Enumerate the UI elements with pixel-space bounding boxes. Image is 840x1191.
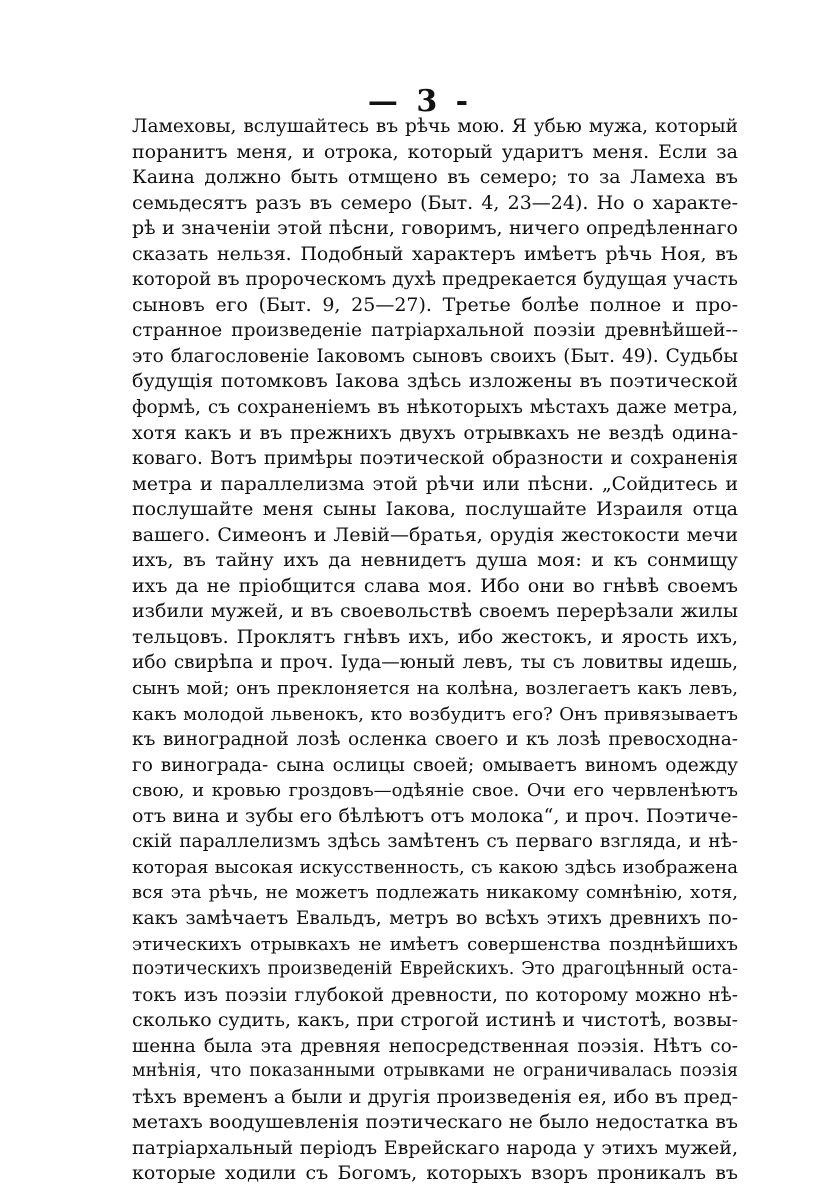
text-line: метахъ воодушевленія поэтическаго не было недостатка въ (132, 1111, 738, 1134)
text-line: отъ вина и зубы его бѣлѣютъ отъ молока“, и проч. Поэтиче- (132, 804, 738, 827)
text-line: сыновъ его (Быт. 9, 25—27). Третье болѣе полное и про- (132, 293, 738, 316)
text-line: странное произведеніе патріархальной поэзіи древнѣйшей-- (132, 320, 738, 342)
text-line: хотя какъ и въ прежнихъ двухъ отрывкахъ не вездѣ одина- (132, 421, 738, 444)
text-line: формѣ, съ сохраненіемъ въ нѣкоторыхъ мѣстахъ даже метра, (132, 397, 738, 419)
text-line: патріархальный періодъ Еврейскаго народа у этихъ мужей, (132, 1136, 738, 1159)
text-line: шенна была эта древняя непосредственная поэзія. Нѣтъ со- (132, 1035, 738, 1057)
text-line: свою, и кровью гроздовъ—одѣяніе свое. Очи его червленѣютъ (132, 780, 738, 802)
text-line: вся эта рѣчь, не можетъ подлежать никакому сомнѣнію, хотя, (132, 882, 738, 904)
text-line: ихъ да не пріобщится слава моя. Ибо они во гнѣвѣ своемъ (132, 574, 738, 597)
text-line: тельцовъ. Проклятъ гнѣвъ ихъ, ибо жестокъ, и ярость ихъ, (132, 625, 738, 648)
text-line: мнѣнія, что показанными отрывками не ограничивалась поэзія (132, 1061, 738, 1082)
text-line: будущія потомковъ Іакова здѣсь изложены въ поэтической (132, 370, 738, 393)
text-line: тѣхъ временъ а были и другія произведенія ея, ибо въ пред- (132, 1085, 738, 1108)
text-line: метра и параллелизма этой рѣчи или пѣсни. „Сойдитесь и (132, 472, 738, 495)
text-line: коваго. Вотъ примѣры поэтической образности и сохраненія (132, 448, 738, 470)
text-line: токъ изъ поэзіи глубокой древности, по которому можно нѣ- (132, 984, 738, 1006)
text-line: Ламеховы, вслушайтесь въ рѣчь мою. Я убью мужа, который (132, 116, 738, 137)
body-text (132, 114, 738, 1187)
text-line: какъ молодой львенокъ, кто возбудитъ его? Онъ привязываетъ (132, 703, 738, 725)
text-line: послушайте меня сыны Іакова, послушайте Израиля отца (132, 498, 738, 521)
text-line: ибо свирѣпа и проч. Іуда—юный левъ, ты съ ловитвы идешь, (132, 652, 738, 674)
text-line: поранитъ меня, и отрока, который ударитъ меня. Если за (132, 140, 738, 163)
text-line: этическихъ отрывкахъ не имѣетъ совершенства позднѣйшихъ (132, 933, 738, 955)
text-line: сколько судить, какъ, при строгой истинѣ и чистотѣ, возвы- (132, 1009, 738, 1032)
text-line: избили мужей, и въ своевольствѣ своемъ перерѣзали жилы (132, 600, 738, 623)
text-line: семьдесятъ разъ въ семеро (Быт. 4, 23—24). Но о характе- (132, 191, 738, 214)
text-line: сказать нельзя. Подобный характеръ имѣетъ рѣчь Ноя, въ (132, 242, 738, 265)
text-line: рѣ и значеніи этой пѣсни, говоримъ, ничего опредѣленнаго (132, 217, 738, 240)
text-line: Каина должно быть отмщено въ семеро; то за Ламеха въ (132, 166, 738, 189)
text-line: вашего. Симеонъ и Левій—братья, орудія жестокости мечи (132, 523, 738, 546)
text-line: которая высокая искусственность, съ какою здѣсь изображена (132, 856, 738, 878)
text-line: го винограда- сына ослицы своей; омываетъ виномъ одежду (132, 754, 738, 776)
text-line: сынъ мой; онъ преклоняется на колѣна, возлегаетъ какъ левъ, (132, 678, 738, 700)
text-line: какъ замѣчаетъ Евальдъ, метръ во всѣхъ этихъ древнихъ по- (132, 907, 738, 929)
text-line: это благословеніе Іаковомъ сыновъ своихъ (Быт. 49). Судьбы (132, 345, 738, 367)
text-line: скій параллелизмъ здѣсь замѣтенъ съ перваго взгляда, и нѣ- (132, 831, 738, 853)
text-line: ихъ, въ тайну ихъ да невнидетъ душа моя: и къ сонмищу (132, 549, 738, 572)
text-line: которые ходили съ Богомъ, которыхъ взоръ проникалъ въ (132, 1162, 738, 1185)
page-number: — 3 - (367, 84, 473, 119)
text-line: къ виноградной лозѣ осленка своего и къ лозѣ превосходна- (132, 729, 738, 751)
text-line: поэтическихъ произведеній Еврейскихъ. Это драгоцѣнный оста- (132, 959, 738, 980)
text-line: которой въ пророческомъ духѣ предрекается будущая участь (132, 269, 738, 291)
